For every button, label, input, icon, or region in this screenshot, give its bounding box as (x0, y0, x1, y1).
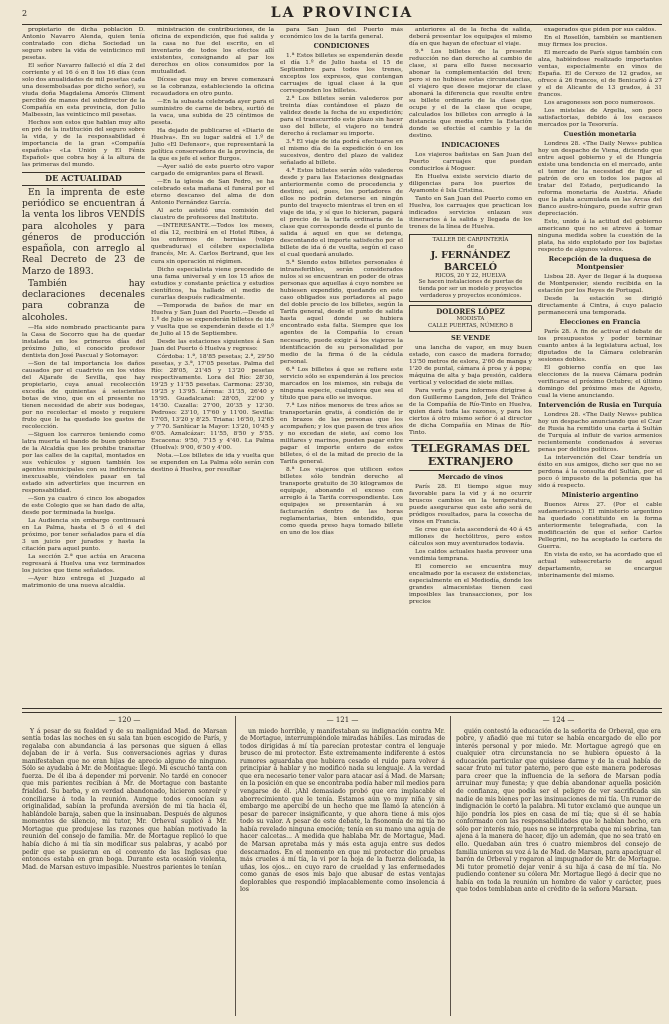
for-sale-heading: SE VENDE (451, 334, 490, 343)
serial-column-2 (240, 716, 445, 1016)
paragraph: Desde la estación se dirigió directamente á Cintra, á cuyo palacio permanecerá una temporada. (538, 296, 662, 317)
paragraph: Al acto asistió una comisión del claustro de profesores del Instituto. (151, 208, 274, 222)
paragraph: 5.ª Siendo estos billetes personales é intransferibles, serán considerados nulos si se encuentran en poder de otras personas que aquellas á cuyo nombre se hubiesen expendido, quedando en este caso obligados sus portadores al pago del doble precio de los billetes, según la Tarifa general, desde el punto de salida hasta aquel donde se hubiera encontrado esta falta. Siempre que los agentes de la Compañía lo crean necesario, puede exigir á los viajeros la identificación de su personalidad por medio de la firma ó de la cédula personal. (280, 260, 403, 365)
column-1 (22, 27, 145, 707)
ad-line: J. FERNÁNDEZ BARCELÓ (430, 250, 511, 273)
sub-heading: Mercado de vinos (438, 472, 503, 481)
paragraph: Buenos Aires 27. (Por el cable sudamericano.) El ministerio argentino ha quedado constituido en la forma anteriormente telegrafiada, con la modificación de que el señor Carlos Pellegrini, no ha aceptado la cartera de Guerra. (538, 501, 662, 551)
fare-list: Córdoba: 1.ª, 18'85 pesetas; 2.ª, 29'50 pesetas, y 3.ª, 17'05 pesetas. Palma del Río: 28'05, 21'45 y 13'20 pesetas respectivamente. Lora del Río: 28'30, 19'25 y 11'55 pesetas. Carmona: 25'30, 19'25 y 13'95. Lérena: 31'35, 26'40 y 15'95. Guadalcanal: 28'05, 22'00 y 14'30. Cazalla: 27'00, 20'35 y 12'30. Pedroso: 23'10, 17'60 y 11'00. Sevilla: 17'05, 13'20 y 8'25. Triana: 16'50, 12'65 y 7'70. Sanlúcar la Mayor: 13'20, 10'45 y 6'05. Aznalcázar: 11'55, 8'50 y 5'55. Escacena: 9'50, 7'15 y 4'40. La Palma (Huelva): 9'00, 6'50 y 4'00. (151, 353, 274, 451)
ad-line: de (467, 243, 474, 250)
paragraph: ministración de contribuciones, de la oficina de expendición, que fué salida y la casa no fue del escrito, en el inventario de todos los efectos allí existentes, consignando al par los derechos en olios consumidos por la mutualidad. (151, 27, 274, 76)
paragraph: Lisboa 28. Ayer de llegar á la duquesa de Montpensier, siendo recibida en la estación por los Reyes de Portugal. (538, 274, 662, 295)
paragraph: El señor Navarro falleció el día 2 del corriente y el 16 ó en 8 los 16 días (con solo dos anualidades de mil pesetas cada una desembolsadas por dicho señor), su viuda doña Magdalena Amorós Climent percibió de manos del subdirector de la Compañía en esta provincia, don Julio Malbessin, las veinticinco mil pesetas. (22, 63, 145, 119)
paragraph: Esto, unido á la actitud del gobierno americano que no se atreve á tomar ninguna medida sobre la cuestión de la plata, ha sido explotado por los bajistas respecto de algunos valores. (538, 219, 662, 254)
telegram-line: EXTRANJERO (427, 454, 514, 468)
column-2 (151, 27, 274, 707)
paragraph: La sección 2.ª que actúa en Aracena regresará á Huelva una vez terminados los juicios que tiene señalados. (22, 554, 145, 575)
telegram-line: TELEGRAMAS DEL (411, 442, 530, 456)
news-columns (22, 27, 662, 707)
telegrams-heading (409, 440, 532, 470)
serial-page-number: — 120 — (108, 716, 141, 724)
sub-heading: INDICACIONES (441, 141, 500, 150)
paragraph: —Siguen los carreros teniendo como latra muerta el bando de buen gobierno de la Alcaldía que les prohibe transitar por las calles de la capital, montados en sus vehículos y siguen también los agentes municipales con su indiferencia inexcusable, viéndoles pasar en tal estado sin advertirles que incurren en responsabilidad. (22, 432, 145, 495)
paragraph: —En la iglesia de San Pedro, se ha celebrado esta mañana el funeral por el eterno descanso del alma de don Antonio Fernández García. (151, 179, 274, 207)
paragraph: —Ha sido nombrado practicante para la Casa de Socorro que ha de quedar instalada en los primeros días del próximo Julio, el conocido profesor dentista don José Pascual y Sotomayor. (22, 324, 145, 359)
paragraph: El mercado de París sigue también con alza, habiéndose realizado importantes ventas, especialmente en vinos de España. El de Cerezo de 12 grados, se ofrece á 26 francos, el de Benicarló á 27 y el de Alicante de 13 grados, á 31 francos. (538, 50, 662, 99)
paragraph: —En la subasta celebrada ayer para el suministro de carne de bebra, surtió de la vaca, una subida de 25 céntimos de peseta. (151, 99, 274, 127)
dressmaker-advertisement (409, 305, 532, 332)
paragraph: En Huelva existe servicio diario de diligencias para los puertos de Ayamonte é Isla Cristina. (409, 174, 532, 195)
serial-column-3 (456, 716, 661, 1016)
paragraph: anteriores al de la fecha de salida, deberá presentar los equipajes el mismo día en que hayan de efectuar el viaje. (409, 27, 532, 48)
page-number: 2 (22, 9, 28, 18)
paragraph: —Temporada de baños de mar en Huelva y San Juan del Puerto.—Desde el 1.º de Julio se expenderán billetes de ida y vuelta que se expenderán desde el 1.º de Julio al 15 de Septiembre. (151, 302, 274, 337)
paragraph: 8.ª Los viajeros que utilicen estos billetes sólo tendrán derecho al transporte gratuito de 30 kilogramos de equipaje, abonando el exceso con arreglo á la Tarifa correspondiente. Los equipajes se presentarán á su facturación dentro de las horas reglamentarias, bien entendido, que como queda preso haya tomado billete en uno de los días (280, 466, 403, 536)
masthead (22, 4, 662, 25)
serial-text: un miedo horrible, y manifestaban su indignación contra Mr. de Mortague, interrumpiéndole miradas hábiles. Las miradas de todos dirigidas á mí tía parecían protestar contra el lenguaje brusco de mi protector. Este extremamente indiferente á estos rumores aguardaba que hubiera cesado el ruido para volver á principiar á hablar y no modificó nada su lenguaje. A la verdad que era necesario tener valor para atacar así á Mad. de Marsan; en la posición en que se encontraba podía haber mil medios para vengarse de él. ¡Ahl demasiado probó que era implacable el aborrecimiento que le tenía. Estamos aún yo muy niña y sin embargo me apercibí de un hecho que me llamó la atención á pesar de parecer insignificante, y que ahora tiene á mis ojos todo su valor. A pesar de este debate, la fisonomía de mi tía no había revelado ninguna emoción; tenía en su mano una aguja de hacer calcetas... A medida que hablaba Mr. de Mortague, Mad. de Marsan apretaba más y más esta aguja entre sus dedos descarnados. En el momento en que mi protector dio pruebas más crueles á mí tía, la vi por la hoja de la fuerza delicada, la uñas, los ojos... en cuyo raro de crueldad y las enfermedades como ganas de esos mis bajo que abusar de estas ventajas deplorables que respondió implacablemente como insolencia á los (240, 727, 445, 894)
paragraph: 4.ª Estos billetes serán sólo valederos desde y para las Estaciones designadas anteriormente como de procedencia y destino; así, pues, los portadores de ellos no podrán detenerse en ningún punto del trayecto mientras el tren en el viaje de ida, y sí que lo hicieran, pagará el precio de la tarifa ordinaria de la clase que corresponde desde el punto de salida á aquel en que se detenga, descontando el importe satisfecho por el billete de ida ó de vuelta, según el caso el cual quedará anulado. (280, 168, 403, 259)
paragraph: para San Juan del Puerto más económico los de la tarifa general. (280, 27, 403, 41)
paragraph: Hechos son estos que hablan muy alto en pró de la institución del seguro sobre la vida, y de la responsabilidad é importancia de la gran «Compañía española» «La Unión y El Fénix Español» que cobra hoy á la altura de las primeras del mundo. (22, 120, 145, 169)
paragraph: Londres 28. «The Daily News» publica hoy un despacho anunciando que el Czar de Rusia ha remitido una carta á Sultán de Turquía al influir de varios armenios recientemente condenados á severas penas por delitos políticos. (538, 411, 662, 454)
carpentry-advertisement (409, 234, 532, 302)
paragraph: una lancha de vapor, en muy buen estado, con casco de madera forrado; 13'50 metros de eslora, 2'60 de manga y 1'20 de puntal, cámara á proa y á popa; máquina de alta y baja presión, caldera vertical y velocidad de siete millas. (409, 345, 532, 387)
paragraph: propietario de dicha población D. Antonio Navarro Alenda, quien tenía contratado con dicha Sociedad un seguro sobre la vida de veinticinco mil pesetas. (22, 27, 145, 62)
newspaper-title: LA PROVINCIA (270, 5, 414, 21)
paragraph: El gobierno confía en que las elecciones de la nueva Cámara podrán verificarse el próximo Octubre; el último domingo del próximo mes de Agosto, cual la viene anunciando. (538, 365, 662, 400)
serial-page-number: — 121 — (326, 716, 359, 724)
column-rule (235, 716, 236, 1016)
ad-line: Se hacen instalaciones de puertas de tienda por ser un modelo y proyectos verdaderos y proyectos económicos. (418, 279, 523, 299)
serial-section (22, 716, 662, 1016)
paragraph: La intervención del Czar tendría un éxito en sus amigos, dicho ser que no se perdona á la consulta del Sultán, por el poco ó impuesto de la potencia que ha sido á respecto. (538, 455, 662, 490)
ad-line: MODISTA (456, 316, 485, 323)
folletin-divider (22, 708, 662, 713)
column-5 (538, 27, 662, 707)
column-3 (280, 27, 403, 707)
ad-line: DOLORES LÓPEZ (436, 307, 505, 317)
paragraph: También hay declaraciones decenales para cobranza de alcoholes. (22, 278, 145, 323)
paragraph: —Son ya cuatro ó cinco los abogados de este Colegio que se han dado de alta, desde por terminada la huelga. (22, 496, 145, 517)
column-rule (450, 716, 451, 1016)
paragraph: Dícese que muy en breve comenzará se la cobranza, estableciendo la oficina recaudadora en otro punto. (151, 77, 274, 98)
sub-heading: Cuestión monetaria (563, 130, 637, 139)
paragraph: 1.ª Estos billetes se expenderán desde el día 1.º de Julio hasta el 15 de Septiembre para todos los trenes, exceptos los expresos, que contengan carruajes de igual clase á la que corresponden los billetes. (280, 52, 403, 94)
paragraph: La Audiencia sin embargo continuará en La Palma, hasta el 5 ó el 4 del próximo, por tener señalados para el día 3 un juicio por jurados y hasta la citación para aquel punto. (22, 518, 145, 553)
ad-line: CALLE PUERTAS, NÚMERO 8 (428, 322, 513, 329)
paragraph: Para verla y para informes dirigirse á don Guillermo Langdon, Jefe del Tráfico de la Compañía de Río-Tinto en Huelva, quien dará toda las razones, y para los ciertos á otro mismo señor ó al director de dicha Compañía en Minas de Río-Tinto. (409, 388, 532, 437)
paragraph: 9.ª Los billetes de la presente reducción no dan derecho al cambio de clase, si para ello fuese necesario abonar la complementación del tren; pero si no hubiese estas circunstancias, el viajero que desee mejorar de clase abonará la diferencia que resulte entre su billete ordinario de la clase que ocupe y el de la clase que ocupe, calculados los billetes con arreglo á la distancia que media entre la Estación donde se efectúe el cambio y la de destino. (409, 49, 532, 140)
paragraph: Los mistelas de Argelia, son poco satisfactorias, debido á los escasos mercados por la Tesorería. (538, 108, 662, 129)
paragraph: Dicho especialista viene precedido de una fama universal y en los 15 años de estudios y constante práctica y estudios científicos, ha hallado el medio de curarlas después radicalmente. (151, 266, 274, 301)
paragraph: En la imprenta de este periódico se encuentran á la venta los libros VENDÍS para alcoholes y para géneros de producción española, con arreglo al Real Decreto de 23 de Marzo de 1893. (22, 187, 145, 277)
column-4 (409, 27, 532, 707)
paragraph: Nota.—Los billetes de ida y vuelta que se expenden en La Palma sólo serán con destino á Huelva, por resultar (151, 452, 274, 473)
paragraph: Los aragoneses son poco numerosos. (544, 100, 655, 107)
sub-heading: Elecciones en Francia (559, 318, 641, 327)
sub-heading: Intervención de Rusia en Turquía (538, 401, 662, 410)
paragraph: París 28. El tiempo sigue muy favorable para la vid y á no ocurrir bruscos cambios en la temperatura, puede asegurarse que este año será de pródigos resultados, para la cosecha de vinos en Francia. (409, 483, 532, 525)
paragraph: Tanto en San Juan del Puerto como en Huelva, los carruajes que practican los indicados servicios enlazan sus itinerarios á la salida y llegada de los trenes de la línea de Huelva. (409, 196, 532, 231)
serial-page-number: — 124 — (542, 716, 575, 724)
paragraph: 3.ª El viaje de ida podrá efectuarse en el mismo día de la expedición ó en los sucesivos, dentro del plazo de validez señalado al billete. (280, 139, 403, 167)
paragraph: 6.ª Los billetes á que se refiere este servicio sólo se expenderán á los precios marcados en los mismos, sin rebaja de ninguna especie, cualquiera que sea el título que para ello se invoque. (280, 366, 403, 401)
paragraph: Ha dejado de publicarse el «Diario de Huelva». En su lugar saldrá el 1.º de Julio «El Defensor», que representará la política conservadora de la provincia, de la que es jefe el señor Burgos. (151, 128, 274, 163)
ad-line: RICOS, 20 Y 22, HUELVA (435, 272, 506, 279)
paragraph: Londres 28. «The Daily News» publica hoy un despacho de Viena, diciendo que entre aquel gobierno y el de Hungría existe una tendencia en el mercado, ante el temor de la necesidad de fijar el patrón de oro en todos los pagos al tratar del Estado, perjudicando la reforma monetaria de Austria. Añade que la plata acumulada en las Arcas del Banco austro-húngaro, puede sufrir gran depreciación. (538, 141, 662, 218)
serial-text: quién contestó la educación de la señorita de Orbeval, que era pobre, y añadió que mi tutor se había encargado de ello por interés personal y por miedo. Mr. Mortague agregó que en cualquier otra circunstancia no se hubiera opuesto á la educación particular que quisiese darme y de la cual había de sacar fruto mí tutor paterno, pero que este manera poderosas para creer que la influencia de la señora de Marsan podía arruinar muy funesta; y que debía abandonar aquella posición de confianza, que podía ser el peligro de ver sacrificada sin nadie de mis bienes por las insinuaciones de mi tía. Un rumor de indignación le cortó la palabra. Mi tutor exclamó que aunque un hijo pondría los pies en casa de mí tía; que si él se había conformado con las responsabilidades que le habían hecho, era sólo por interés mío, pues no se interpretaba que mi sobrina, tan ajena á la manera de hacer, dijo un ademán, que no sea trató en ello. Quedaban aún tres ó cuatro miembros del consejo de familia unieron su voz á la de Mad. de Marsan, para apaciguar el barón de Orbeval y rogaron al impugnador de Mr. de Mortague. Mi tutor prometió dejar venir á su hija á casa de mí tía. No pudiendo contener su cólera Mr. Mortague llegó á decir que no había en toda la reunión un hombre de valor y carácter, pues que todos temblaban ante el crédito de la señora Marsan. (456, 727, 661, 894)
paragraph: —Ayer salió de este puerto otro vapor cargado de emigrantes para el Brasil. (151, 164, 274, 178)
paragraph: exagerados que piden por sus caldos. (544, 27, 657, 33)
paragraph: 7.ª Los niños menores de tres años se transportarán gratis, á condición de ir en brazos de las personas que los acompañen; y los que pasen de tres años y no excedan de siete, así como los militares y marinos, pueden pagar entre pagar el importe entero de estos billetes, ó el de la mitad de precio de la Tarifa general. (280, 402, 403, 465)
paragraph: El comercio se encuentra muy encalmado por la escasez de existencias, especialmente en el Mediodía, donde los grandes almacenistas tienen casi imposibles las transacciones, por los precios (409, 563, 532, 605)
ad-line: TALLER DE CARPINTERÍA (432, 237, 509, 244)
paragraph: —Ayer hizo entrega el Juzgado al matrimonio de una nueva alcaldía. (22, 576, 145, 590)
serial-text: Y á pesar de su fealdad y de su malignidad Mad. de Marsan sentía todas las noches en su sala tan buen escogido de París, y regalaba con abundancia á las personas que siguen á ellas dejaban de ir á verla. Sus conversaciones agrias y duras manifestaban que no eran hijas de aprecio alguno de ninguno. Sólo se ayudaba á Mr. de Montague: llegó. Mi escuchó tanta con fuerza. De él iba á depender mi porvenir. No tardé en conocer que mis parientes recibían á Mr. de Mortague con bastante frialdad. Su barba, y en verdad abandonado, hicieron sonreír y conciliarse á toda la reunión. Aunque todos conocían su originalidad, sabían la profunda aversión de mi tía hacia él, hablándole baraja, saben que la insinuaban. Después de algunos momentos de silencio, mi tutor, Mr. Orheval suplicó á Mr. Mortague que produjese las razones que habían motivado la reunión del consejo de familia. Mr. de Mortague replicó lo que había dicho á mi tía sin modificar sus palabras, y acabó por pedir que se pusieran en el convento de las Inglesas que entonces estaba en gran boga. Durante esta ocasión violenta, Mad. de Marsan estuvo impasible. Nuestros parientes le tenían (22, 727, 227, 871)
paragraph: —INTERESANTE.—Todos los meses, el día 12, recibirá en el Hotel Ribes, á los enfermos de hernias (vulgo quebraduras) el célebre especialista francés, Mr. A. Carlos Bertrand, que les cura sin operación ni régimen. (151, 223, 274, 265)
paragraph: Se cree que ésta ascenderá de 40 á 45 millones de hectólitros, pero estos cálculos son muy aventurados todavía. (409, 526, 532, 547)
section-title: DE ACTUALIDAD (22, 172, 145, 186)
serial-column-1 (22, 716, 227, 1016)
paragraph: 2.ª Los billetes serán valederos por treinta días contándose el plazo de validez desde la fecha de su expedición; para el transcurrido este plazo sin hacer uso del billete, el viajero no tendrá derecho á reclamar su importe. (280, 95, 403, 138)
paragraph: En vista de esto, se ha acordado que el actual subsecretario de aquel departamento, se encargue interinamente del mismo. (538, 552, 662, 580)
paragraph: Los caldos actuales hasta proveer una vendimia temprana. (409, 548, 532, 562)
paragraph: Desde las estaciones siguientes á San Juan del Puerto ó Huelva y regreso: (151, 338, 274, 352)
sub-heading: Recepción de la duquesa de Montpensier (548, 255, 652, 272)
sub-heading: CONDICIONES (313, 42, 370, 51)
paragraph: Los viajeros bañistas en San Juan del Puerto carruajes que puedan conducirlos á Moguer. (409, 152, 532, 173)
sub-heading: Ministerio argentino (561, 491, 639, 500)
paragraph: En el Rosellón, también se mantienen muy firmes los precios. (538, 35, 662, 49)
paragraph: París 28. A fin de activar el debate de los presupuestos y poder terminar cuanto antes á la legislatura actual, los diputados de la Cámara celebrarán sesiones dobles. (538, 328, 662, 363)
paragraph: —Son de tal importancia los daños causados por el cuadrivio en los vidos del Aljarafe de Sevilla, que hay propietario, cuya anual recolección excedía de quinientas á seiscientas botas de vino, que en el presente no tienen necesidad de abrir sus bodegas, por no recolectar el mosto y requiere fruto que le ha quedado los gastos de recolección. (22, 360, 145, 431)
